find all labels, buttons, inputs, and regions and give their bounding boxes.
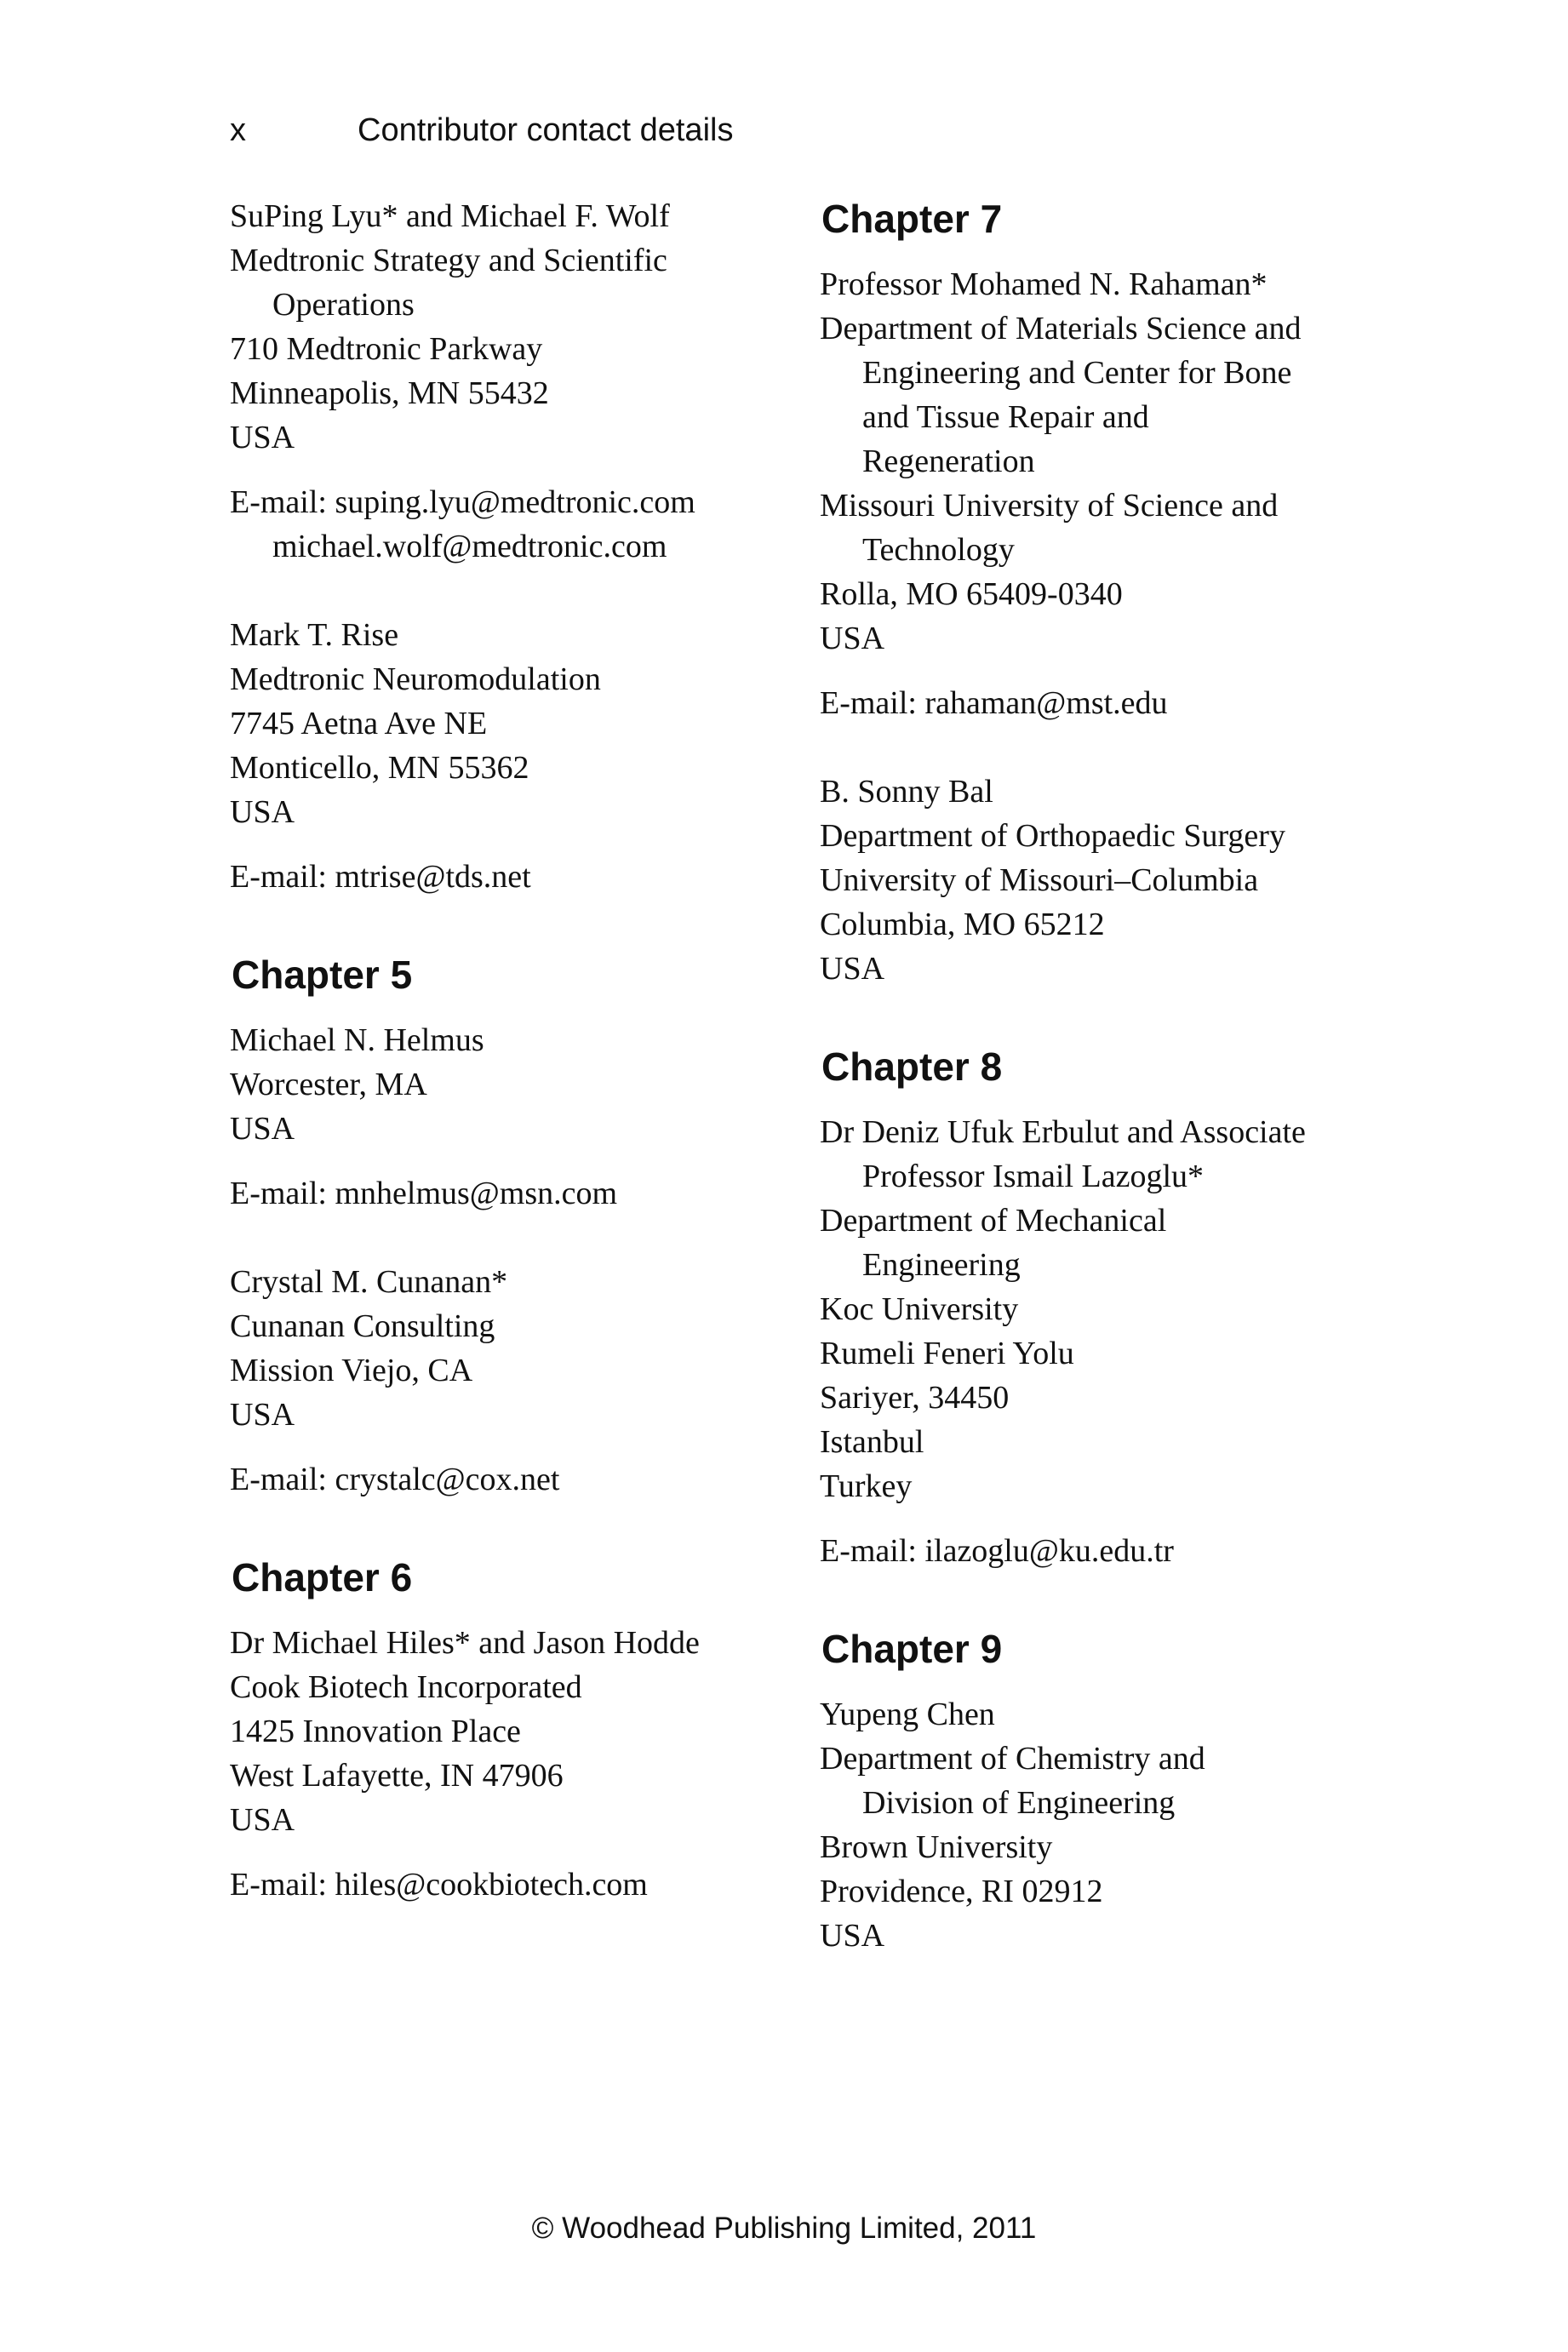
contact-entry-cunanan [230,1260,817,1502]
contact-institution: Brown University [820,1829,1053,1865]
contact-name: Mark T. Rise [230,617,399,653]
contact-country: Turkey [820,1468,913,1504]
contact-email: E-mail: ilazoglu@ku.edu.tr [820,1533,1174,1569]
contact-name-cont: Professor Ismail Lazoglu* [862,1159,1205,1194]
email-block [230,480,817,569]
contact-name: Professor Mohamed N. Rahaman* [820,266,1268,302]
contact-email: E-mail: hiles@cookbiotech.com [230,1867,648,1903]
contact-country: USA [820,621,885,656]
contact-country: USA [230,1397,295,1433]
contact-city: Rolla, MO 65409-0340 [820,576,1123,612]
email-block [820,681,1416,725]
contact-name: Dr Michael Hiles* and Jason Hodde [230,1625,700,1661]
contact-email: E-mail: suping.lyu@medtronic.com [230,484,695,520]
chapter-9-heading: Chapter 9 [821,1627,1003,1671]
contact-city: Worcester, MA [230,1067,427,1102]
contact-affiliation-cont: Regeneration [862,444,1035,479]
contact-city: Monticello, MN 55362 [230,750,529,786]
email-block [230,855,817,899]
contact-country: USA [230,420,295,455]
contact-affiliation-cont: Engineering [862,1247,1021,1283]
contact-affiliation: Department of Mechanical [820,1203,1167,1239]
contact-affiliation-cont: and Tissue Repair and [862,399,1149,435]
contact-affiliation: Medtronic Strategy and Scientific [230,243,667,278]
contact-entry-erbulut-lazoglu [820,1110,1416,1573]
contact-street: Rumeli Feneri Yolu [820,1336,1074,1371]
contact-institution-cont: Technology [862,532,1015,568]
contact-country: USA [230,794,295,830]
contact-country: USA [820,1918,885,1954]
contact-institution: Koc University [820,1291,1019,1327]
chapter-7-heading: Chapter 7 [821,197,1003,241]
contact-street: 710 Medtronic Parkway [230,331,543,367]
contact-name: Michael N. Helmus [230,1022,484,1058]
contact-entry-chen [820,1692,1416,1958]
contact-entry-rahaman [820,262,1416,725]
contact-name: Crystal M. Cunanan* [230,1264,508,1300]
contact-city: West Lafayette, IN 47906 [230,1758,564,1794]
contact-city: Istanbul [820,1424,924,1460]
contact-city: Mission Viejo, CA [230,1353,473,1388]
contact-email: E-mail: mtrise@tds.net [230,859,531,895]
contact-entry-rise [230,613,817,899]
right-column [820,194,1416,1958]
contact-country: USA [230,1802,295,1838]
contact-street: 7745 Aetna Ave NE [230,706,488,741]
contact-email: E-mail: rahaman@mst.edu [820,685,1168,721]
contact-affiliation: Cook Biotech Incorporated [230,1669,582,1705]
contact-affiliation-cont: Division of Engineering [862,1785,1176,1821]
contact-email: E-mail: crystalc@cox.net [230,1462,560,1497]
contact-name: B. Sonny Bal [820,774,993,810]
contact-institution: Missouri University of Science and [820,488,1279,524]
left-column [230,194,817,1907]
contact-affiliation: Department of Materials Science and [820,311,1302,346]
contact-country: USA [820,951,885,987]
email-block [820,1529,1416,1573]
contact-institution: University of Missouri–Columbia [820,862,1259,898]
contact-district: Sariyer, 34450 [820,1380,1010,1416]
contact-street: 1425 Innovation Place [230,1714,521,1749]
running-head [230,114,733,146]
chapter-8-heading: Chapter 8 [821,1044,1003,1089]
contact-affiliation-cont: Operations [272,287,415,323]
page-number: x [230,112,246,148]
contact-entry-bal [820,770,1416,991]
chapter-5-heading: Chapter 5 [232,953,413,997]
running-title: Contributor contact details [358,112,734,148]
contact-affiliation: Department of Chemistry and [820,1741,1205,1777]
contact-email-second: michael.wolf@medtronic.com [272,529,667,564]
contact-affiliation: Medtronic Neuromodulation [230,661,601,697]
contact-affiliation: Department of Orthopaedic Surgery [820,818,1285,854]
contact-email: E-mail: mnhelmus@msn.com [230,1176,618,1211]
copyright-footer: © Woodhead Publishing Limited, 2011 [531,2212,1037,2245]
contact-entry-lyu-wolf [230,194,817,569]
contact-country: USA [230,1111,295,1147]
email-block [230,1457,817,1502]
chapter-6-heading: Chapter 6 [232,1555,413,1599]
contact-name: SuPing Lyu* and Michael F. Wolf [230,198,670,234]
contact-city: Minneapolis, MN 55432 [230,375,549,411]
email-block [230,1863,817,1907]
email-block [230,1171,817,1216]
contact-affiliation: Cunanan Consulting [230,1308,495,1344]
contact-name: Yupeng Chen [820,1697,995,1732]
contact-affiliation-cont: Engineering and Center for Bone [862,355,1292,391]
contact-city: Providence, RI 02912 [820,1874,1103,1909]
contact-name: Dr Deniz Ufuk Erbulut and Associate [820,1114,1306,1150]
contact-entry-helmus [230,1018,817,1216]
contact-city: Columbia, MO 65212 [820,907,1105,942]
contact-entry-hiles-hodde [230,1621,817,1907]
